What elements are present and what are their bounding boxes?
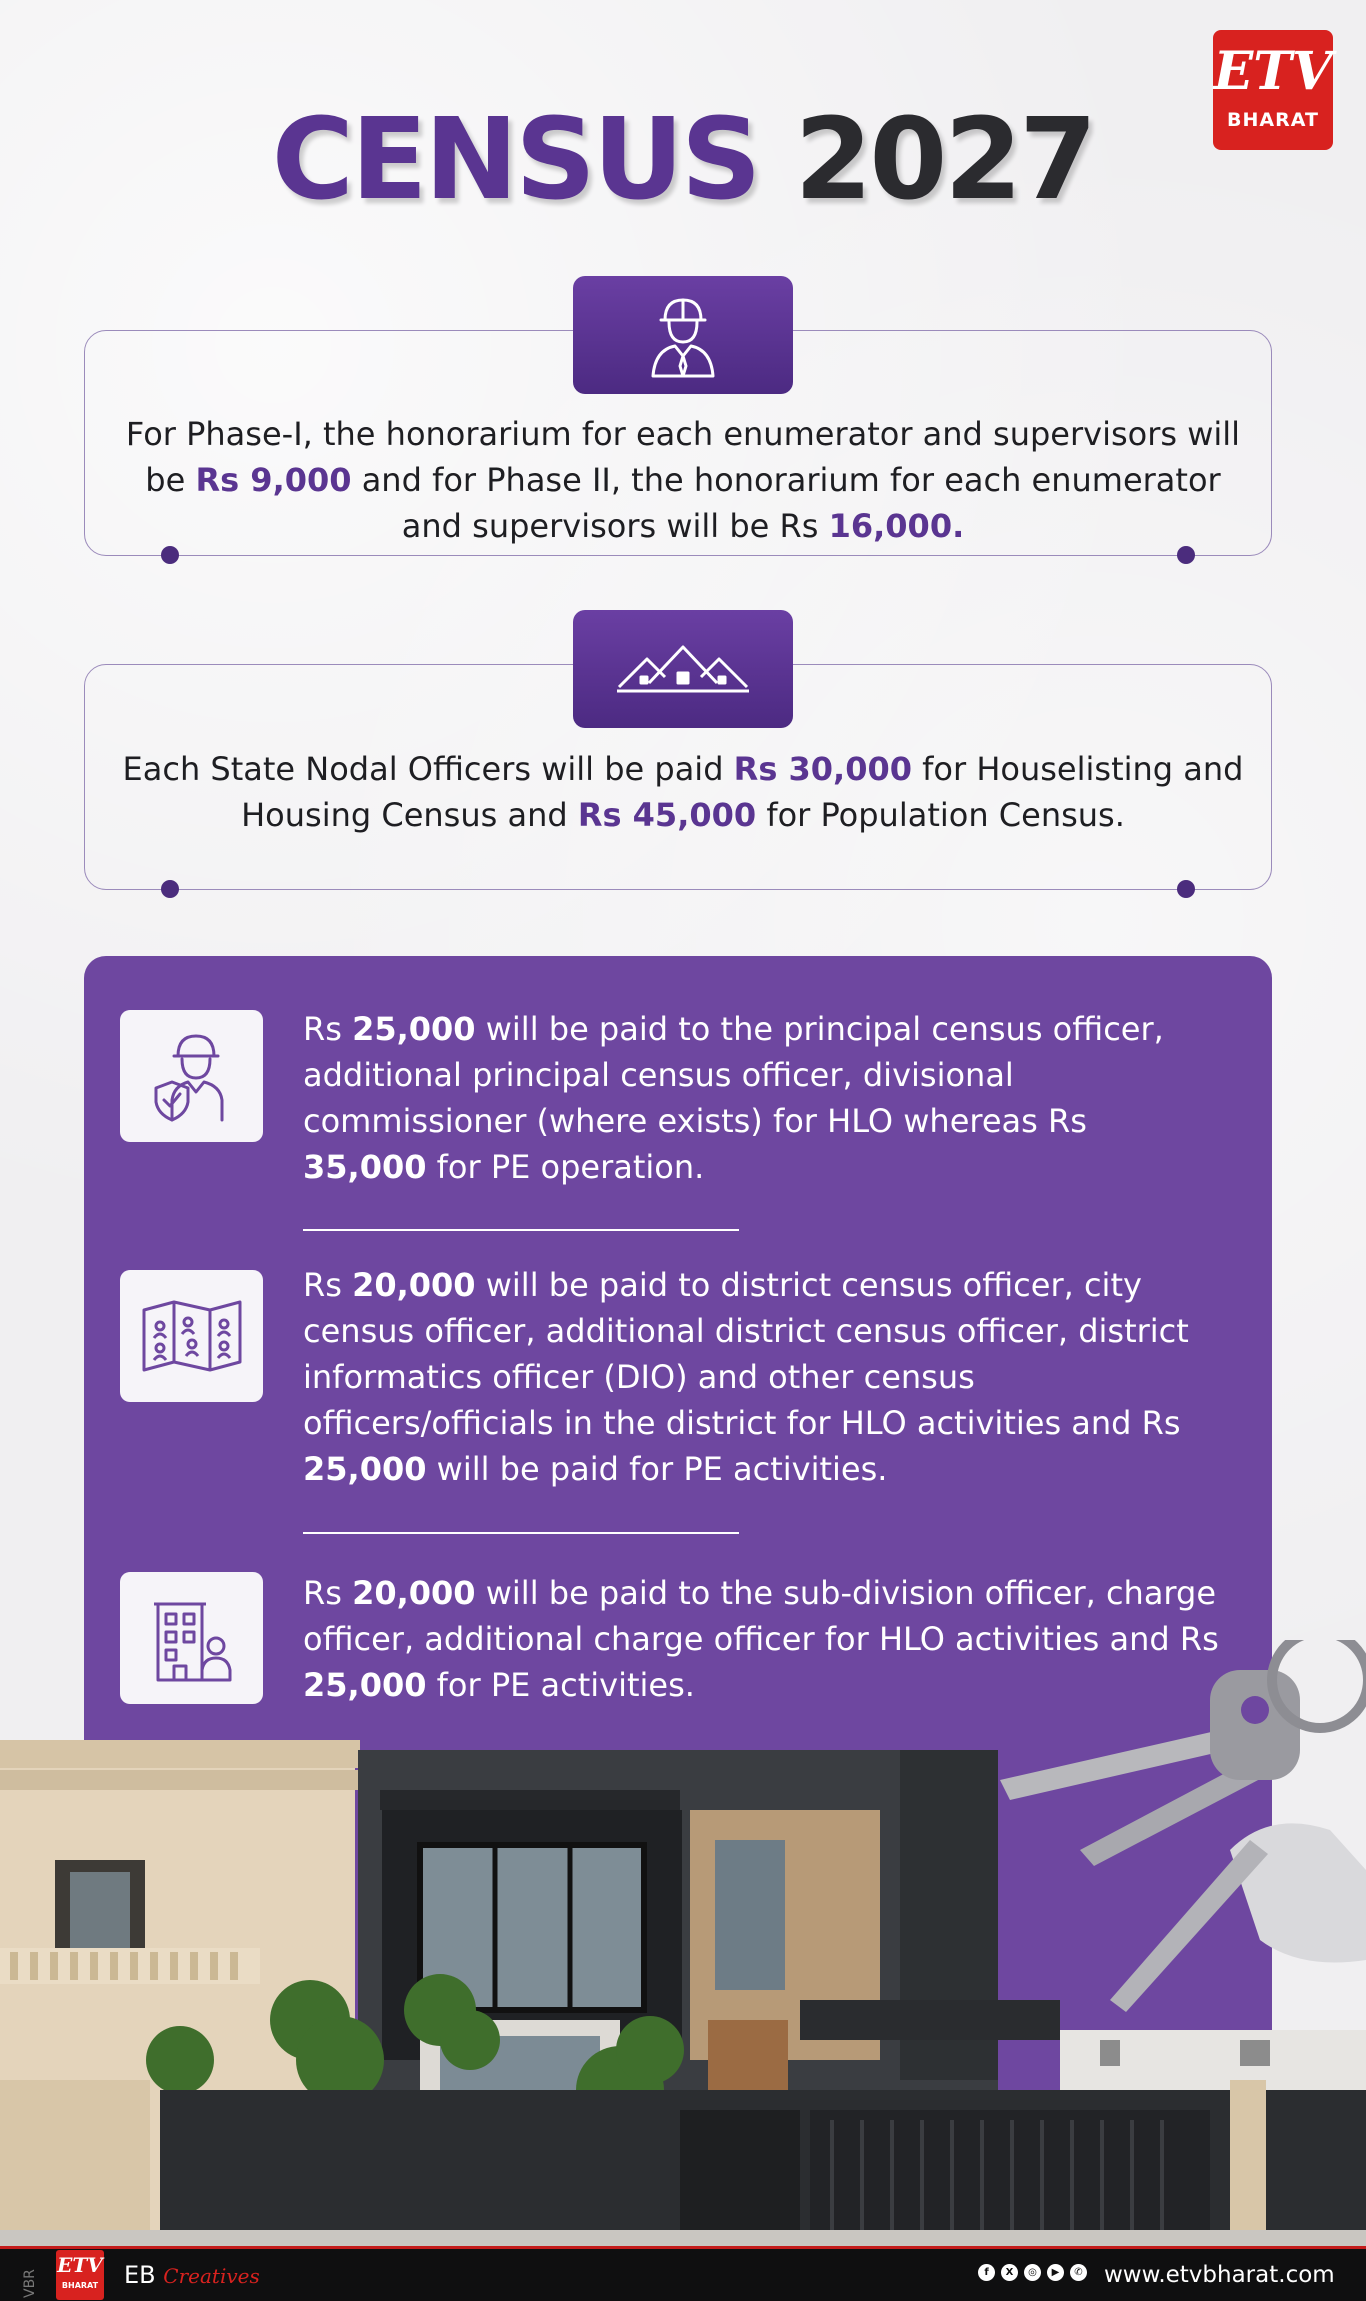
- eb-creatives-credit: [124, 2258, 260, 2293]
- facebook-icon[interactable]: f: [978, 2264, 995, 2281]
- rooftops-icon: [613, 639, 753, 699]
- highlight-amount: Rs 30,000: [733, 750, 912, 788]
- social-icons: [978, 2264, 1087, 2281]
- keys-illustration: [1000, 1640, 1366, 2012]
- page-title: [0, 95, 1366, 225]
- footer-etv-logo: [56, 2250, 104, 2300]
- bold-amount: 35,000: [303, 1148, 427, 1186]
- text-part: will be paid for PE activities.: [426, 1450, 888, 1488]
- whatsapp-icon[interactable]: ✆: [1070, 2264, 1087, 2281]
- box-dot-left: [161, 880, 179, 898]
- rooftops-icon-tab: [573, 610, 793, 728]
- box2-text: [120, 746, 1246, 838]
- box1-text: [120, 411, 1246, 549]
- item-text-principal: [303, 1006, 1223, 1190]
- text-part: Rs: [303, 1266, 353, 1304]
- title-year: 2027: [794, 95, 1095, 225]
- text-part: Rs: [303, 1574, 353, 1612]
- x-icon[interactable]: X: [1001, 2264, 1018, 2281]
- eb-label: EB: [124, 2261, 156, 2289]
- engineer-icon-tab: [573, 276, 793, 394]
- divider: [303, 1229, 739, 1231]
- text-part: will be paid to the sub-division officer, charge officer, additional charge officer for HLO activities and Rs: [303, 1574, 1219, 1658]
- logo-mark: ETV: [1213, 41, 1333, 102]
- creatives-label: Creatives: [163, 2264, 260, 2288]
- text-part: and for Phase II, the honorarium for each enumerator and supervisors will be Rs: [351, 461, 1221, 545]
- text-part: for PE activities.: [426, 1666, 695, 1704]
- footer-vbr: VBR: [22, 2269, 38, 2298]
- text-part: for Houselisting and Housing Census and: [241, 750, 1244, 834]
- item-icon-box: [120, 1010, 263, 1142]
- title-census: CENSUS: [271, 95, 759, 225]
- item-icon-box: [120, 1270, 263, 1402]
- item-text-district: [303, 1262, 1223, 1492]
- text-part: will be paid to the principal census officer, additional principal census officer, divisional commissioner (where exists) for HLO whereas Rs: [303, 1010, 1164, 1140]
- footer-logo-sub: BHARAT: [61, 2281, 99, 2290]
- bold-amount: 20,000: [352, 1574, 476, 1612]
- houses-keys-illustration: [0, 1640, 1366, 2248]
- text-part: for PE operation.: [426, 1148, 705, 1186]
- bold-amount: 25,000: [303, 1666, 427, 1704]
- population-map-icon: [140, 1296, 244, 1376]
- text-part: For Phase-I, the honorarium for each enumerator and supervisors will be: [125, 415, 1241, 499]
- highlight-amount: 16,000.: [828, 507, 965, 545]
- engineer-icon: [643, 290, 723, 380]
- box-dot-right: [1177, 880, 1195, 898]
- website-link[interactable]: www.etvbharat.com: [1104, 2262, 1335, 2288]
- highlight-amount: Rs 45,000: [577, 796, 757, 834]
- bold-amount: 20,000: [352, 1266, 476, 1304]
- divider: [303, 1532, 739, 1534]
- text-part: Rs: [303, 1010, 353, 1048]
- gate: [0, 2080, 1366, 2248]
- text-part: for Population Census.: [756, 796, 1125, 834]
- text-part: Each State Nodal Officers will be paid: [122, 750, 734, 788]
- youtube-icon[interactable]: ▶: [1047, 2264, 1064, 2281]
- footer-logo-mark: ETV: [57, 2253, 103, 2277]
- logo-sub: BHARAT: [1227, 109, 1319, 131]
- bold-amount: 25,000: [352, 1010, 476, 1048]
- officer-shield-icon: [142, 1026, 242, 1126]
- etv-bharat-logo: [1213, 30, 1333, 150]
- highlight-amount: Rs 9,000: [195, 461, 352, 499]
- text-part: will be paid to district census officer, city census officer, additional district census officer, district informatics officer (DIO) and other census officers/officials in the district for HLO activities and Rs: [303, 1266, 1189, 1442]
- bold-amount: 25,000: [303, 1450, 427, 1488]
- instagram-icon[interactable]: ◎: [1024, 2264, 1041, 2281]
